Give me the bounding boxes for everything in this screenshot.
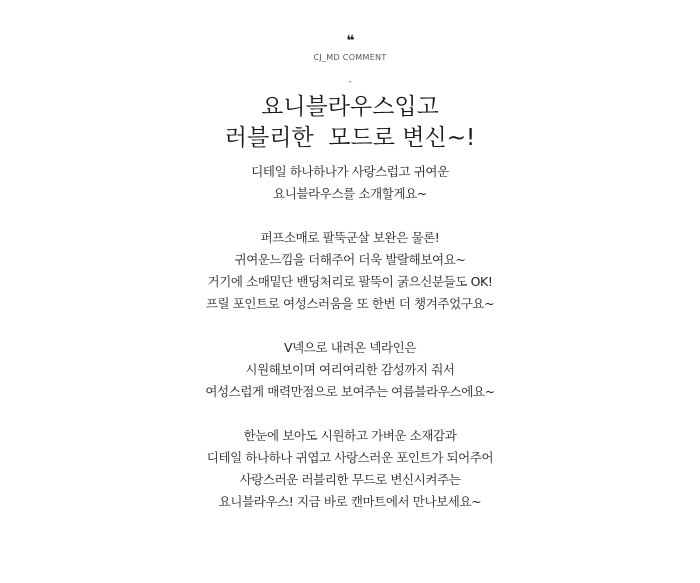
text-line: 프릴 포인트로 여성스러움을 또 한번 더 챙겨주었구요~ [205,296,495,311]
text-line: 거기에 소매밑단 밴딩처리로 팔뚝이 굵으신분들도 OK! [207,274,493,289]
text-line: 귀여운느낌을 더해주어 더욱 발랄해보여요~ [234,252,466,267]
paragraph [0,161,700,205]
paragraph [0,425,700,513]
text-line: 디테일 하나하나가 사랑스럽고 귀여운 [251,164,449,179]
text-line: 시원해보이며 여리여리한 감성까지 줘서 [245,362,455,377]
text-line: 퍼프소매로 팔뚝군살 보완은 물론! [260,230,440,245]
paragraph [0,337,700,403]
comment-body [0,161,700,535]
paragraph [0,227,700,315]
headline-line: 러블리한 모드로 변신~! [224,125,476,151]
text-line: 사랑스러운 러블리한 무드로 변신시켜주는 [239,472,461,487]
text-line: 요니블라우스를 소개할게요~ [273,186,427,201]
divider-dash: - [348,77,352,87]
text-line: 요니블라우스! 지금 바로 캔마트에서 만나보세요~ [218,494,482,509]
headline [0,92,700,154]
text-line: 한눈에 보아도 시원하고 가벼운 소재감과 [243,428,457,443]
headline-line: 요니블라우스입고 [261,94,439,120]
text-line: 여성스럽게 매력만점으로 보여주는 여름블라우스에요~ [205,384,495,399]
text-line: V넥으로 내려온 넥라인은 [283,340,417,355]
quote-icon: ❝ [346,33,354,49]
text-line: 디테일 하나하나 귀엽고 사랑스러운 포인트가 되어주어 [206,450,494,465]
section-label: CJ_MD COMMENT [313,53,387,62]
